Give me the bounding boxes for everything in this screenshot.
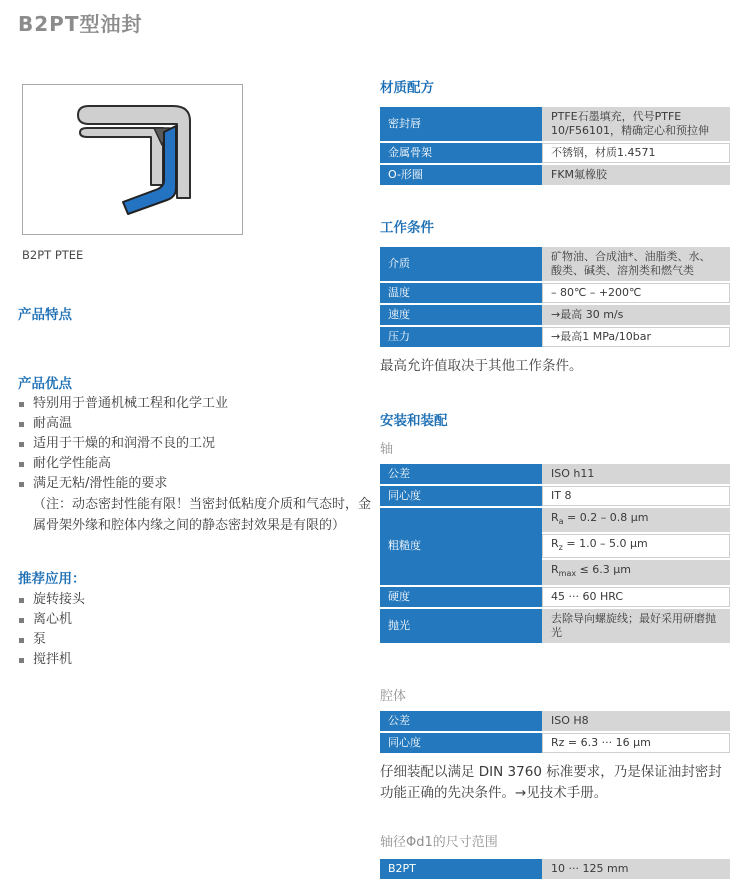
row-value: →最高 30 m/s: [542, 305, 730, 325]
housing-table: [380, 709, 730, 755]
roughness-range: ≤ 6.3 μm: [576, 563, 632, 577]
list-item-label: 搅拌机: [33, 652, 73, 667]
row-value: [542, 508, 730, 532]
list-item: [18, 394, 372, 414]
row-label: 公差: [380, 711, 542, 731]
list-item: [18, 590, 218, 610]
roughness-subscript: a: [558, 517, 564, 527]
right-column: [380, 76, 730, 881]
subheading-housing: 腔体: [380, 688, 407, 704]
table-row: [380, 859, 730, 879]
shaft-table: [380, 462, 730, 645]
row-value: 10 ··· 125 mm: [542, 859, 730, 879]
advantages-list: [18, 394, 372, 536]
row-value: 不锈钢，材质1.4571: [542, 143, 730, 163]
table-row: [380, 486, 730, 506]
table-row: [380, 247, 730, 281]
list-item-label: 耐化学性能高: [33, 456, 112, 471]
table-row: [380, 733, 730, 753]
row-value: ISO H8: [542, 711, 730, 731]
bullet-icon: [19, 638, 24, 643]
list-item-label: 耐高温: [33, 416, 73, 431]
row-label: O-形圈: [380, 165, 542, 185]
advantages-note: （注：动态密封性能有限！当密封低粘度介质和气态时，金属骨架外缘和腔体内缘之间的静态密封效果是有限的）: [33, 497, 372, 533]
bullet-icon: [19, 442, 24, 447]
roughness-range: = 1.0 – 5.0 μm: [562, 537, 648, 551]
row-label: 速度: [380, 305, 542, 325]
row-value: 45 ··· 60 HRC: [542, 587, 730, 607]
row-label: 硬度: [380, 587, 542, 607]
section-heading-installation: 安装和装配: [380, 413, 448, 429]
section-heading-advantages: 产品优点: [18, 376, 72, 392]
roughness-subscript: z: [558, 543, 563, 553]
table-row: [380, 508, 730, 532]
list-item: [18, 474, 372, 494]
bullet-icon: [19, 658, 24, 663]
row-value: [542, 560, 730, 584]
row-label: 介质: [380, 247, 542, 281]
bullet-icon: [19, 618, 24, 623]
table-row: [380, 609, 730, 643]
row-value: – 80℃ – +200℃: [542, 283, 730, 303]
row-value: →最高1 MPa/10bar: [542, 327, 730, 347]
list-item-label: 特别用于普通机械工程和化学工业: [33, 396, 229, 411]
roughness-subscript: max: [558, 569, 577, 579]
table-row: [380, 165, 730, 185]
roughness-symbol: R: [551, 563, 559, 577]
conditions-note: 最高允许值取决于其他工作条件。: [380, 358, 583, 374]
diagram-caption: B2PT PTEE: [22, 248, 84, 262]
list-item: [18, 434, 372, 454]
table-row: [380, 464, 730, 484]
table-row: [380, 711, 730, 731]
row-label: 同心度: [380, 486, 542, 506]
list-item: [18, 610, 218, 630]
table-row: [380, 107, 730, 141]
bullet-icon: [19, 402, 24, 407]
seal-cross-section-diagram: [22, 84, 243, 235]
bullet-icon: [19, 462, 24, 467]
size-range-table: [380, 857, 730, 881]
material-table: [380, 105, 730, 187]
roughness-symbol: R: [551, 537, 559, 551]
conditions-table: [380, 245, 730, 349]
housing-note: 仔细装配以满足 DIN 3760 标准要求，乃是保证油封密封功能正确的先决条件。→见技术手册。: [380, 763, 722, 801]
bullet-icon: [19, 482, 24, 487]
row-value: Rz = 6.3 ··· 16 μm: [542, 733, 730, 753]
row-label: 温度: [380, 283, 542, 303]
seal-diagram-svg: [23, 85, 242, 234]
roughness-symbol: R: [551, 511, 559, 524]
row-label: 密封唇: [380, 107, 542, 141]
list-item: [18, 454, 372, 474]
list-item: [18, 650, 218, 670]
row-label: 抛光: [380, 609, 542, 643]
bullet-icon: [19, 422, 24, 427]
page-title: B2PT型油封: [18, 12, 143, 36]
row-value: IT 8: [542, 486, 730, 506]
roughness-range: = 0.2 – 0.8 μm: [563, 511, 649, 524]
table-row: [380, 327, 730, 347]
row-label: 同心度: [380, 733, 542, 753]
row-label: 金属骨架: [380, 143, 542, 163]
row-label: 压力: [380, 327, 542, 347]
list-item: [18, 630, 218, 650]
row-value: ISO h11: [542, 464, 730, 484]
section-heading-conditions: 工作条件: [380, 220, 434, 236]
row-value: 矿物油、合成油*、油脂类、水、酸类、碱类、溶剂类和燃气类: [542, 247, 730, 281]
row-label: B2PT: [380, 859, 542, 879]
list-item-label: 适用于干燥的和润滑不良的工况: [33, 436, 216, 451]
row-label: 公差: [380, 464, 542, 484]
list-item-label: 离心机: [33, 612, 73, 627]
ptfe-lip: [123, 126, 176, 214]
row-value: FKM氟橡胶: [542, 165, 730, 185]
list-item: [18, 414, 372, 434]
table-row: [380, 305, 730, 325]
list-item-label: 泵: [33, 632, 47, 647]
row-value: PTFE石墨填充，代号PTFE 10/F56101，精确定心和预拉伸: [542, 107, 730, 141]
subheading-size-range: 轴径Φd1的尺寸范围: [380, 834, 498, 850]
section-heading-features: 产品特点: [18, 307, 72, 323]
row-value: [542, 534, 730, 558]
table-row: [380, 283, 730, 303]
applications-list: [18, 590, 218, 670]
table-row: [380, 143, 730, 163]
row-label: 粗糙度: [380, 508, 542, 585]
list-item-label: 满足无粘/滑性能的要求: [33, 476, 168, 491]
list-item-label: 旋转接头: [33, 592, 86, 607]
subheading-shaft: 轴: [380, 442, 394, 457]
table-row: [380, 587, 730, 607]
bullet-icon: [19, 598, 24, 603]
metal-case-inner: [80, 128, 163, 185]
row-value: 去除导向螺旋线；最好采用研磨抛光: [542, 609, 730, 643]
section-heading-material: 材质配方: [380, 80, 434, 96]
section-heading-applications: 推荐应用：: [18, 571, 86, 587]
